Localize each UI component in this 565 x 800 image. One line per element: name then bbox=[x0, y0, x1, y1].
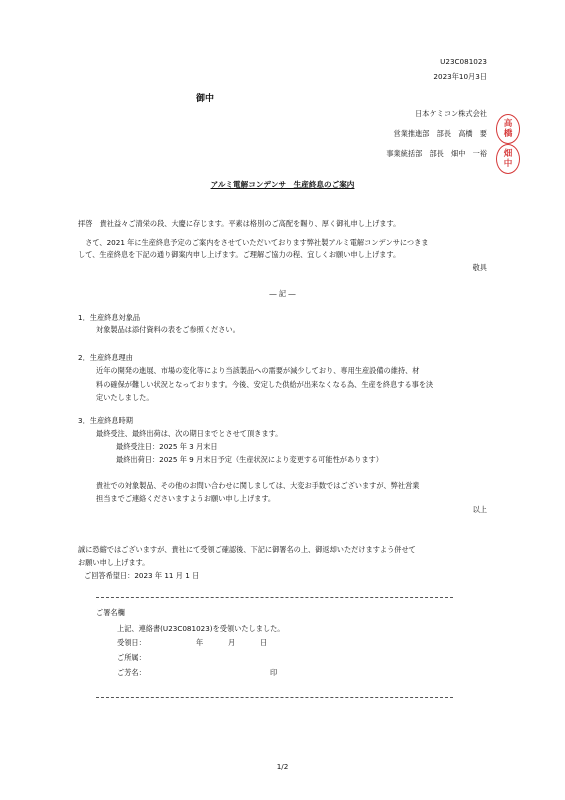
receipt-confirmation: 上記、連絡書(U23C081023)を受領いたしました。 bbox=[117, 624, 285, 633]
ki-heading: ― 記 ― bbox=[269, 289, 296, 298]
request-line-1: 誠に恐縮ではございますが、貴社にて受領ご確認後、下記に御署名の上、御返却いただけますよう併せて bbox=[78, 545, 416, 554]
page-number: 1/2 bbox=[276, 762, 289, 771]
section-1-heading: 1．生産終息対象品 bbox=[78, 313, 141, 322]
received-day-label: 日 bbox=[260, 638, 268, 647]
document-number: U23C081023 bbox=[440, 57, 487, 66]
intro-line-3: して、生産終息を下記の通り御案内申し上げます。ご理解ご協力の程、宜しくお願い申し上げます。 bbox=[78, 250, 401, 259]
company-name: 日本ケミコン株式会社 bbox=[415, 109, 487, 118]
seal-char: 中 bbox=[503, 159, 513, 169]
document-title: アルミ電解コンデンサ 生産終息のご案内 bbox=[210, 180, 355, 189]
section-2-line-2: 料の確保が難しい状況となっております。今後、安定した供給が出来なくなる為、生産を終息する事を決 bbox=[96, 380, 434, 389]
last-ship-date: 最終出荷日：2025 年 9 月末日予定（生産状況により変更する可能性があります） bbox=[116, 455, 383, 464]
dashed-divider-top bbox=[96, 597, 453, 598]
section-1-body: 対象製品は添付資料の表をご参照ください。 bbox=[96, 325, 240, 334]
request-line-2: お願い申し上げます。 bbox=[78, 558, 150, 567]
closing-keigu: 敬具 bbox=[472, 263, 487, 272]
contact-note-line-1: 貴社での対象製品、その他のお問い合わせに関しましては、大変お手数ではございますが、弊社営業 bbox=[96, 481, 420, 490]
seal-stamp-takahashi bbox=[496, 114, 520, 144]
section-3-intro: 最終受注、最終出荷は、次の期日までとさせて頂きます。 bbox=[96, 429, 283, 438]
name-label: ご芳名： bbox=[117, 668, 146, 677]
recipient-onchu: 御中 bbox=[196, 94, 215, 104]
section-3-heading: 3．生産終息時期 bbox=[78, 416, 133, 425]
section-2-line-1: 近年の開発の進展、市場の変化等により当該製品への需要が減少しており、専用生産設備の維持、材 bbox=[96, 366, 420, 375]
sender-1: 営業推進部 部長 高橋 要 bbox=[393, 129, 487, 138]
sender-2: 事業統括部 部長 畑中 一裕 bbox=[386, 149, 487, 158]
reply-date: ご回答希望日：2023 年 11 月 1 日 bbox=[84, 571, 200, 580]
seal-char: 畑 bbox=[503, 149, 513, 159]
intro-line-2: さて、2021 年に生産終息予定のご案内をさせていただいております弊社製アルミ電解コンデンサにつきま bbox=[78, 238, 429, 247]
last-order-date: 最終受注日：2025 年 3 月末日 bbox=[116, 442, 218, 451]
signature-heading: ご署名欄 bbox=[96, 608, 125, 617]
closing-ijou: 以上 bbox=[472, 505, 487, 514]
document-date: 2023年10月3日 bbox=[433, 72, 487, 81]
received-month-label: 月 bbox=[228, 638, 236, 647]
section-2-line-3: 定いたしました。 bbox=[96, 393, 154, 402]
affiliation-label: ご所属： bbox=[117, 653, 146, 662]
received-year-label: 年 bbox=[196, 638, 204, 647]
section-2-heading: 2．生産終息理由 bbox=[78, 353, 133, 362]
dashed-divider-bottom bbox=[96, 697, 453, 698]
received-date-label: 受領日： bbox=[117, 638, 146, 647]
contact-note-line-2: 担当までご連絡くださいますようお願い申し上げます。 bbox=[96, 494, 276, 503]
seal-char: 高 bbox=[503, 119, 513, 129]
seal-mark-in: 印 bbox=[270, 668, 278, 677]
seal-char: 橋 bbox=[503, 129, 513, 139]
intro-line-1: 拝啓 貴社益々ご清栄の段、大慶に存じます。平素は格別のご高配を賜り、厚く御礼申し上げます。 bbox=[78, 219, 401, 228]
seal-stamp-hatanaka bbox=[496, 144, 520, 174]
